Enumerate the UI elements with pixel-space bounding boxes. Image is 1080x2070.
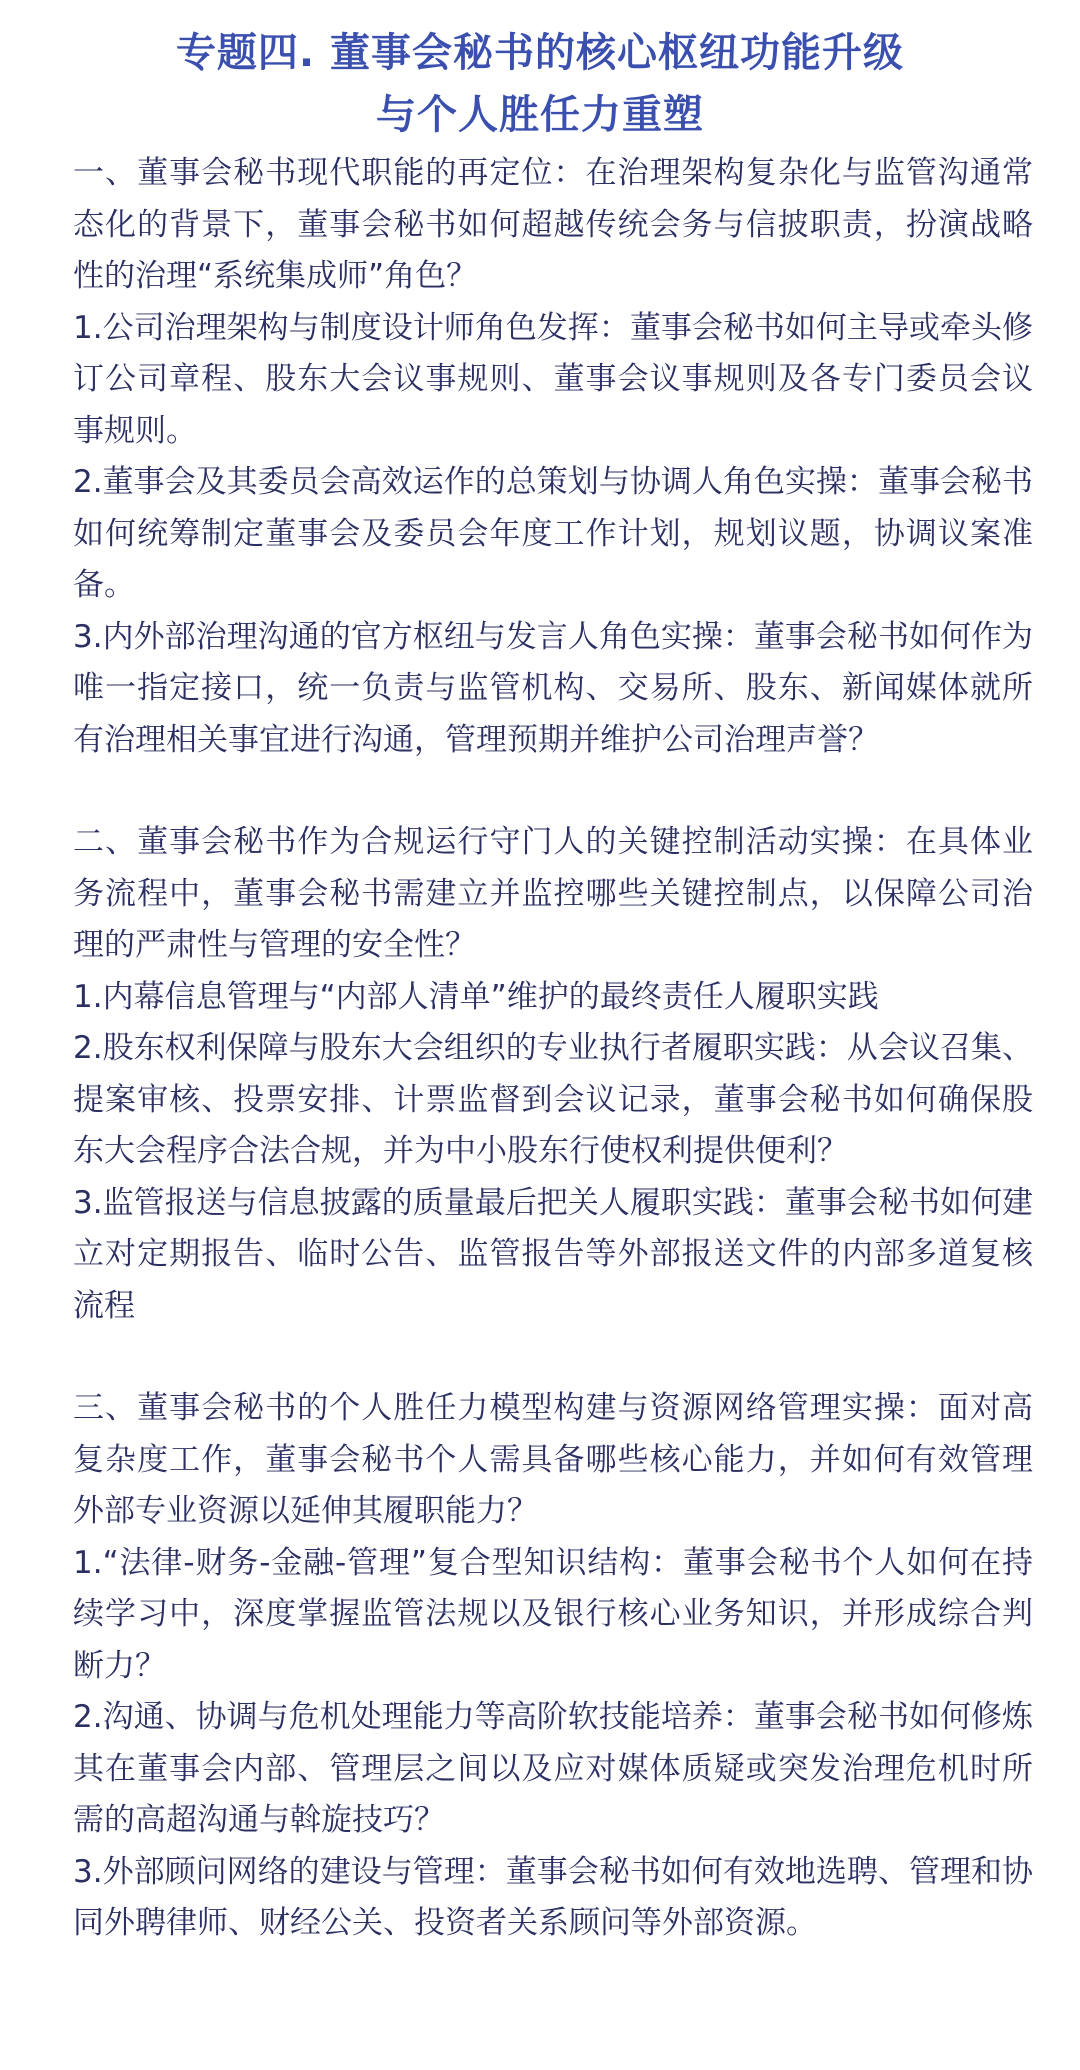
list-item: 2.股东权利保障与股东大会组织的专业执行者履职实践：从会议召集、提案审核、投票安排、计票监督到会议记录，董事会秘书如何确保股东大会程序合法合规，并为中小股东行使权利提供便利？	[73, 1030, 1033, 1169]
section-2	[73, 817, 1033, 1332]
list-item: 3.内外部治理沟通的官方枢纽与发言人角色实操：董事会秘书如何作为唯一指定接口，统一负责与监管机构、交易所、股东、新闻媒体就所有治理相关事宜进行沟通，管理预期并维护公司治理声誉？	[73, 618, 1033, 758]
section-heading: 三、董事会秘书的个人胜任力模型构建与资源网络管理实操：面对高复杂度工作，董事会秘书个人需具备哪些核心能力，并如何有效管理外部专业资源以延伸其履职能力？	[73, 1390, 1033, 1529]
list-item: 2.董事会及其委员会高效运作的总策划与协调人角色实操：董事会秘书如何统筹制定董事会及委员会年度工作计划，规划议题，协调议案准备。	[73, 464, 1033, 603]
section-heading: 一、董事会秘书现代职能的再定位：在治理架构复杂化与监管沟通常态化的背景下，董事会秘书如何超越传统会务与信披职责，扮演战略性的治理“系统集成师”角色？	[73, 155, 1033, 294]
list-item: 1.“法律-财务-金融-管理”复合型知识结构：董事会秘书个人如何在持续学习中，深度掌握监管法规以及银行核心业务知识，并形成综合判断力？	[73, 1544, 1033, 1684]
list-item: 3.监管报送与信息披露的质量最后把关人履职实践：董事会秘书如何建立对定期报告、临时公告、监管报告等外部报送文件的内部多道复核流程	[73, 1184, 1033, 1324]
title-line-1: 专题四. 董事会秘书的核心枢纽功能升级	[175, 30, 905, 76]
title-line-2: 与个人胜任力重塑	[376, 92, 704, 138]
list-item: 3.外部顾问网络的建设与管理：董事会秘书如何有效地选聘、管理和协同外聘律师、财经公关、投资者关系顾问等外部资源。	[73, 1853, 1033, 1941]
section-3	[73, 1383, 1033, 1950]
list-item: 1.公司治理架构与制度设计师角色发挥：董事会秘书如何主导或牵头修订公司章程、股东大会议事规则、董事会议事规则及各专门委员会议事规则。	[73, 309, 1033, 449]
document-body	[73, 148, 1033, 1950]
list-item: 1.内幕信息管理与“内部人清单”维护的最终责任人履职实践	[73, 978, 879, 1015]
section-heading: 二、董事会秘书作为合规运行守门人的关键控制活动实操：在具体业务流程中，董事会秘书需建立并监控哪些关键控制点，以保障公司治理的严肃性与管理的安全性？	[73, 824, 1033, 963]
list-item: 2.沟通、协调与危机处理能力等高阶软技能培养：董事会秘书如何修炼其在董事会内部、管理层之间以及应对媒体质疑或突发治理危机时所需的高超沟通与斡旋技巧？	[73, 1699, 1033, 1838]
section-1	[73, 148, 1033, 766]
page-title	[0, 22, 1080, 146]
